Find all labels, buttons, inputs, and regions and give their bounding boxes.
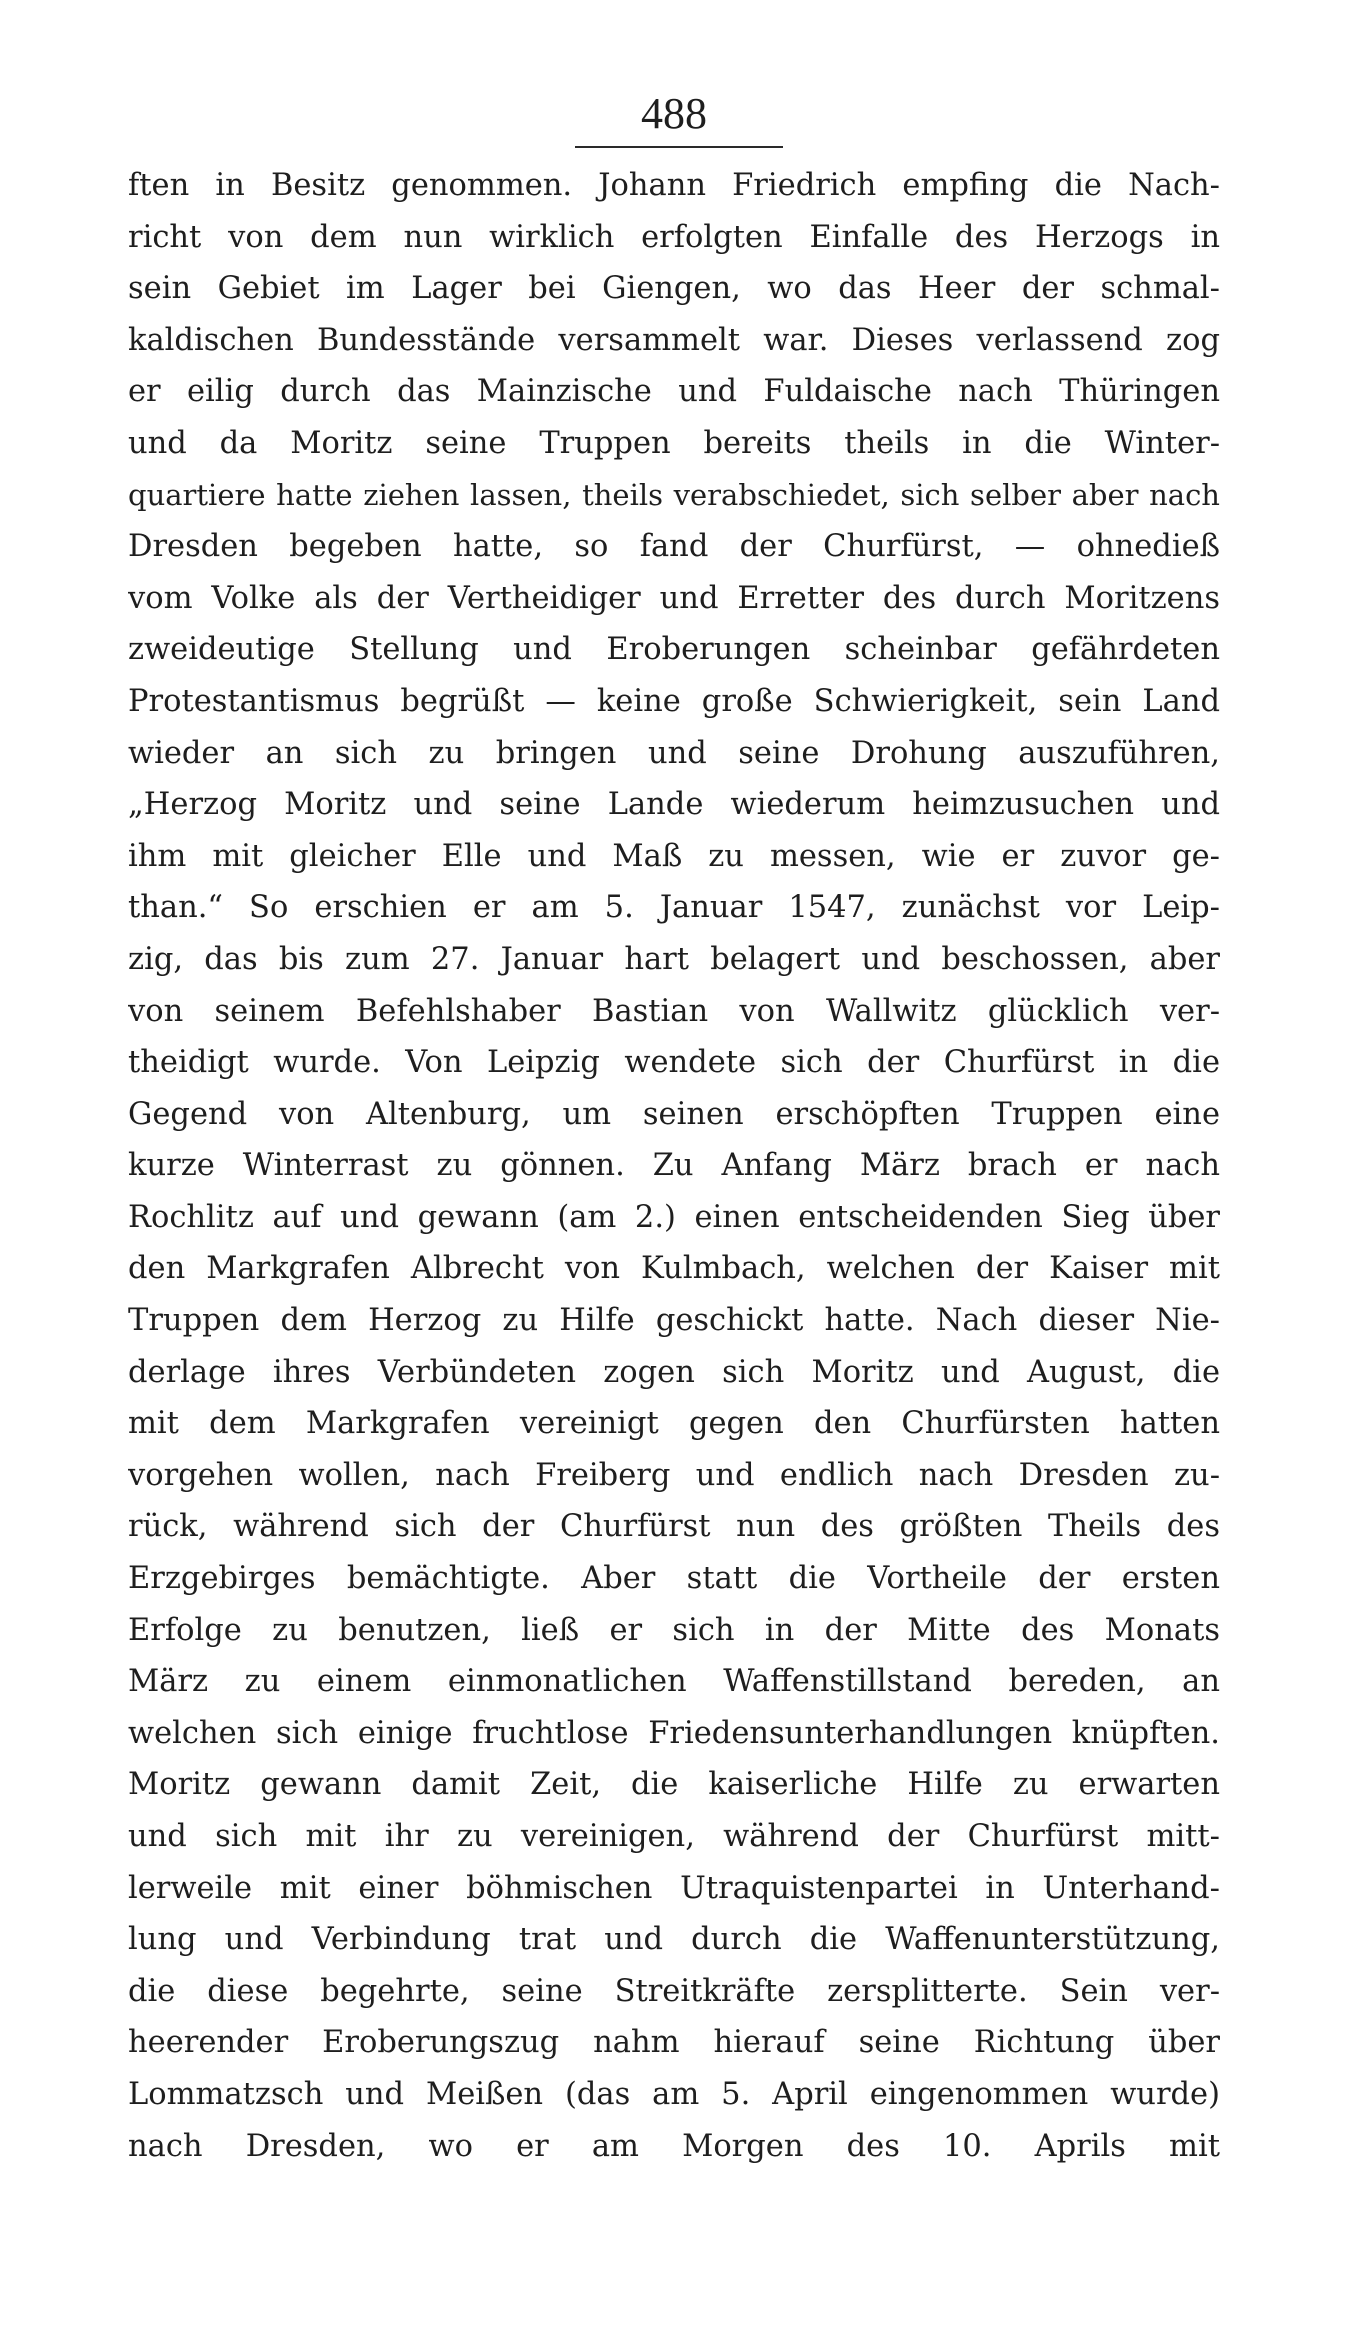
text-line: Gegend von Altenburg, um seinen erschöpften Truppen eine (128, 1096, 1220, 1132)
text-line: die diese begehrte, seine Streitkräfte zersplitterte. Sein ver- (128, 1973, 1220, 2009)
text-line: März zu einem einmonatlichen Waffenstillstand bereden, an (128, 1664, 1220, 1700)
text-line: er eilig durch das Mainzische und Fuldaische nach Thüringen (128, 374, 1220, 410)
text-line: Lommatzsch und Meißen (das am 5. April eingenommen wurde) (128, 2076, 1220, 2112)
text-line: vorgehen wollen, nach Freiberg und endlich nach Dresden zu- (128, 1457, 1220, 1493)
text-line: welchen sich einige fruchtlose Friedensunterhandlungen knüpften. (128, 1715, 1220, 1751)
text-line: than.“ So erschien er am 5. Januar 1547, zunächst vor Leip- (128, 890, 1220, 926)
text-line: sein Gebiet im Lager bei Giengen, wo das Heer der schmal- (128, 271, 1220, 307)
text-line: mit dem Markgrafen vereinigt gegen den Churfürsten hatten (128, 1406, 1220, 1442)
text-line: Rochlitz auf und gewann (am 2.) einen entscheidenden Sieg über (128, 1199, 1220, 1235)
page-number: 488 (641, 89, 707, 138)
text-line: kaldischen Bundesstände versammelt war. Dieses verlassend zog (128, 322, 1220, 358)
text-line: heerender Eroberungszug nahm hierauf seine Richtung über (128, 2025, 1220, 2061)
text-line: zweideutige Stellung und Eroberungen scheinbar gefährdeten (128, 632, 1220, 668)
text-line: lerweile mit einer böhmischen Utraquistenpartei in Unterhand- (128, 1870, 1220, 1906)
text-line: und sich mit ihr zu vereinigen, während der Churfürst mitt- (128, 1819, 1220, 1854)
text-line: nach Dresden, wo er am Morgen des 10. Aprils mit (128, 2128, 1220, 2164)
text-line: derlage ihres Verbündeten zogen sich Moritz und August, die (128, 1354, 1220, 1390)
text-line: Dresden begeben hatte, so fand der Churfürst, — ohnedieß (128, 529, 1220, 565)
text-line: kurze Winterrast zu gönnen. Zu Anfang März brach er nach (128, 1148, 1220, 1184)
text-line: und da Moritz seine Truppen bereits theils in die Winter- (128, 425, 1220, 461)
text-line: Truppen dem Herzog zu Hilfe geschickt hatte. Nach dieser Nie- (128, 1303, 1220, 1339)
text-line: lung und Verbindung trat und durch die Waffenunterstützung, (128, 1922, 1220, 1958)
text-line: ihm mit gleicher Elle und Maß zu messen, wie er zuvor ge- (128, 838, 1220, 874)
text-line: von seinem Befehlshaber Bastian von Wallwitz glücklich ver- (128, 993, 1220, 1029)
text-line: zig, das bis zum 27. Januar hart belagert und beschossen, aber (128, 941, 1220, 977)
text-line: Erfolge zu benutzen, ließ er sich in der Mitte des Monats (128, 1612, 1220, 1648)
text-line: Protestantismus begrüßt — keine große Schwierigkeit, sein Land (128, 683, 1220, 719)
text-line: wieder an sich zu bringen und seine Drohung auszuführen, (128, 735, 1220, 771)
text-line: richt von dem nun wirklich erfolgten Einfalle des Herzogs in (128, 219, 1220, 255)
text-line: Moritz gewann damit Zeit, die kaiserliche Hilfe zu erwarten (128, 1767, 1220, 1803)
header-rule (575, 146, 783, 148)
text-line: ften in Besitz genommen. Johann Friedrich empfing die Nach- (128, 168, 1220, 203)
text-line: Erzgebirges bemächtigte. Aber statt die Vortheile der ersten (128, 1561, 1220, 1597)
text-line: „Herzog Moritz und seine Lande wiederum heimzusuchen und (128, 787, 1220, 823)
text-line: theidigt wurde. Von Leipzig wendete sich der Churfürst in die (128, 1045, 1220, 1081)
text-line: quartiere hatte ziehen lassen, theils verabschiedet, sich selber aber nach (128, 477, 1220, 512)
body-text (128, 160, 1220, 2172)
text-line: den Markgrafen Albrecht von Kulmbach, welchen der Kaiser mit (128, 1251, 1220, 1287)
text-line: rück, während sich der Churfürst nun des größten Theils des (128, 1509, 1220, 1545)
text-line: vom Volke als der Vertheidiger und Erretter des durch Moritzens (128, 580, 1220, 616)
